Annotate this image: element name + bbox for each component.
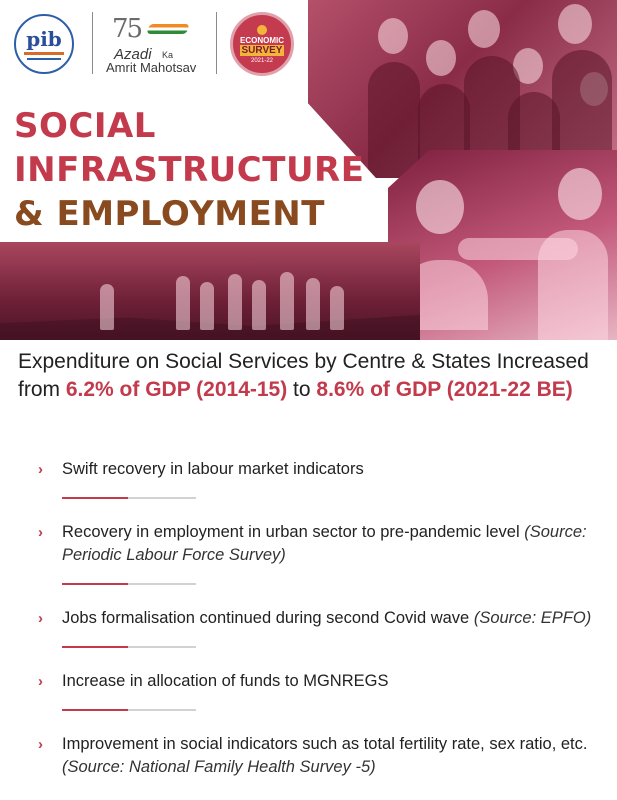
list-item xyxy=(38,733,608,779)
chevron-right-icon: › xyxy=(38,736,43,753)
bullet-text: Jobs formalisation continued during second Covid wave xyxy=(62,609,474,627)
logo-divider xyxy=(92,12,93,74)
rupee-symbol-icon xyxy=(257,25,267,35)
bullet-text: Swift recovery in labour market indicators xyxy=(62,460,364,478)
chevron-right-icon: › xyxy=(38,610,43,627)
bullet-list xyxy=(38,458,608,779)
headline-part-2: to xyxy=(287,378,317,401)
title-line-2: INFRASTRUCTURE xyxy=(14,150,365,190)
chevron-right-icon: › xyxy=(38,524,43,541)
azadi-line1-small: Ka xyxy=(162,50,174,60)
bullet-separator xyxy=(62,583,196,585)
title-line-1: SOCIAL xyxy=(14,106,156,146)
chevron-right-icon: › xyxy=(38,461,43,478)
azadi-numeral: 75 xyxy=(112,14,142,44)
survey-line2: SURVEY xyxy=(241,44,283,56)
pib-logo xyxy=(14,14,74,74)
headline-highlight-2: 8.6% of GDP (2021-22 BE) xyxy=(316,378,573,401)
list-item xyxy=(38,458,608,481)
survey-line3: 2021-22 xyxy=(250,57,274,64)
bullet-source: (Source: Periodic Labour Force Survey) xyxy=(62,523,587,564)
bullet-separator xyxy=(62,497,196,499)
bullet-source: (Source: EPFO) xyxy=(473,609,592,627)
pib-logo-mark: pib xyxy=(26,26,62,51)
headline-part-1: Expenditure on Social Services by Centre & States Increased from xyxy=(18,350,589,401)
headline-highlight-1: 6.2% of GDP (2014-15) xyxy=(65,378,288,401)
vaccination-photo xyxy=(388,150,617,340)
azadi-line1: Azadi xyxy=(114,46,152,63)
bullet-text: Increase in allocation of funds to MGNREGS xyxy=(62,672,389,690)
title-line-3: & EMPLOYMENT xyxy=(14,194,325,234)
bullet-text: Recovery in employment in urban sector to pre-pandemic level xyxy=(62,523,525,541)
headline xyxy=(18,348,608,404)
azadi-line2: Amrit Mahotsav xyxy=(106,60,197,75)
list-item xyxy=(38,670,608,693)
bullet-separator xyxy=(62,646,196,648)
bullet-source: (Source: National Family Health Survey -5) xyxy=(62,758,376,776)
tricolor-flag-icon xyxy=(146,24,189,34)
azadi-ka-amrit-mahotsav-logo xyxy=(104,14,208,76)
page-title xyxy=(14,104,374,236)
list-item xyxy=(38,607,608,630)
economic-survey-logo xyxy=(230,12,294,76)
list-item xyxy=(38,521,608,567)
bullet-text: Improvement in social indicators such as total fertility rate, sex ratio, etc. xyxy=(62,735,588,753)
chevron-right-icon: › xyxy=(38,673,43,690)
logo-divider xyxy=(216,12,217,74)
workers-photo xyxy=(0,242,420,340)
bullet-separator xyxy=(62,709,196,711)
survey-line1: ECONOMIC xyxy=(240,35,284,45)
